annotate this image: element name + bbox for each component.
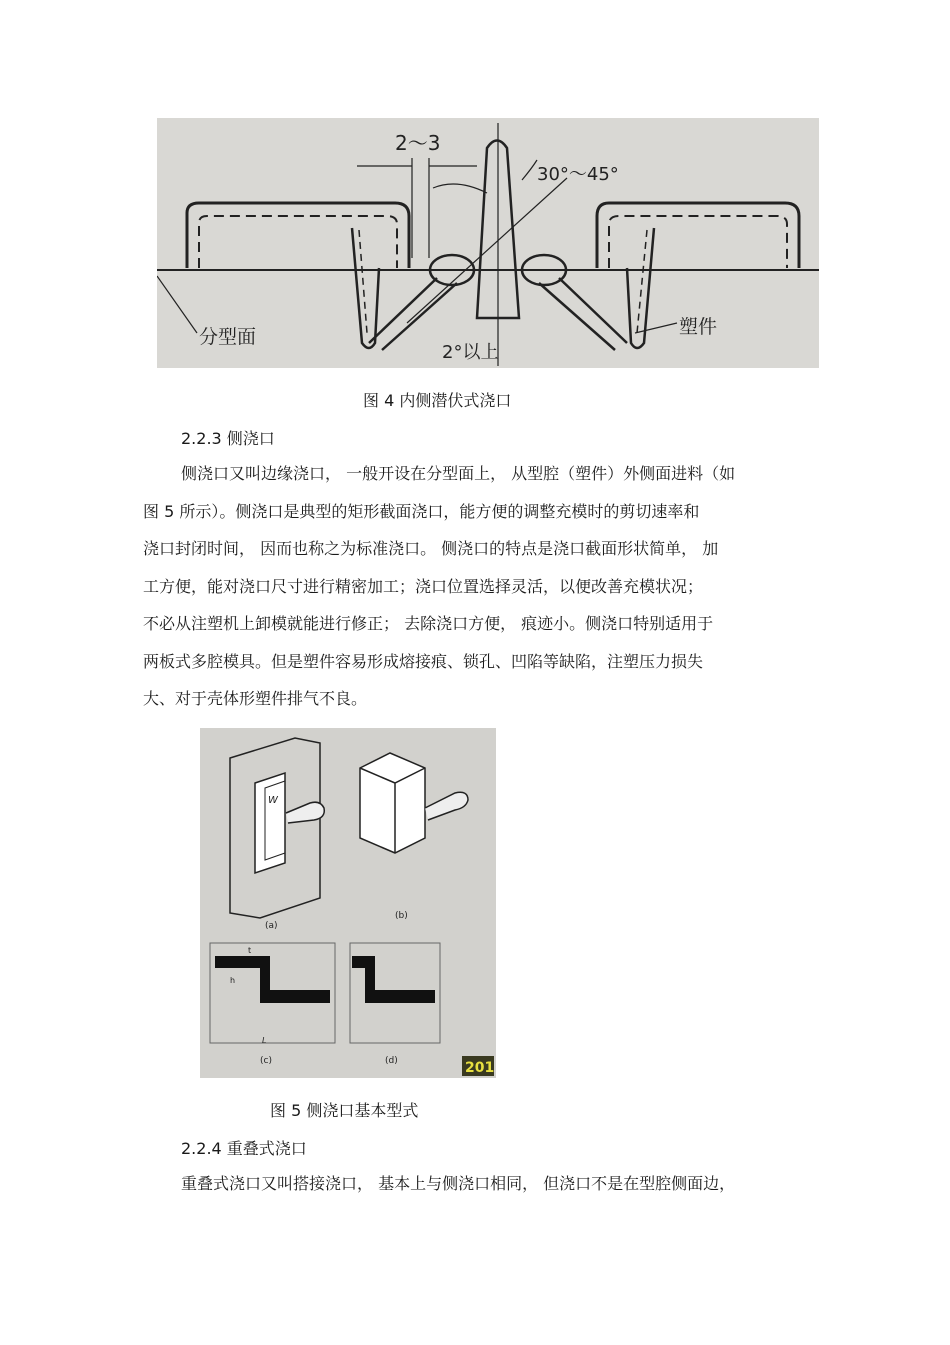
fig5-l-label: L	[262, 1036, 267, 1045]
paragraph-line: 两板式多腔模具。但是塑件容易形成熔接痕、锁孔、凹陷等缺陷，注塑压力损失	[143, 651, 704, 671]
figure-5-caption: 图 5 侧浇口基本型式	[270, 1101, 419, 1120]
fig5-w-label: W	[268, 795, 278, 806]
paragraph-line: 不必从注塑机上卸模就能进行修正； 去除浇口方便， 痕迹小。侧浇口特别适用于	[143, 614, 714, 633]
section-2-2-3-paragraph	[143, 455, 808, 718]
fig4-dimension-label: 2～3	[395, 131, 441, 155]
paragraph-line: 浇口封闭时间， 因而也称之为标准浇口。 侧浇口的特点是浇口截面形状简单， 加	[143, 539, 719, 558]
paragraph-line: 图 5 所示）。侧浇口是典型的矩形截面浇口，能方便的调整充模时的剪切速率和	[143, 501, 700, 521]
fig5-a-label: (a)	[265, 921, 278, 931]
paragraph-line: 侧浇口又叫边缘浇口， 一般开设在分型面上， 从型腔（塑件）外侧面进料（如	[181, 464, 736, 483]
figure-5-drawing	[200, 728, 496, 1078]
paragraph-line: 工方便，能对浇口尺寸进行精密加工；浇口位置选择灵活，以便改善充模状况；	[143, 576, 704, 596]
section-2-2-3-heading: 2.2.3 侧浇口	[181, 429, 275, 448]
fig4-part-label: 塑件	[679, 316, 718, 338]
fig4-angle-bottom-label: 2°以上	[442, 342, 499, 363]
figure-4-caption: 图 4 内侧潜伏式浇口	[363, 391, 512, 410]
figure-5-image	[200, 728, 496, 1078]
section-2-2-4-heading: 2.2.4 重叠式浇口	[181, 1139, 307, 1158]
paragraph-line: 重叠式浇口又叫搭接浇口， 基本上与侧浇口相同， 但浇口不是在型腔侧面边，	[181, 1174, 736, 1193]
fig5-h-label: h	[230, 976, 236, 985]
figure-4-image	[157, 118, 819, 368]
fig4-parting-surface-label: 分型面	[199, 326, 257, 348]
paragraph-line: 大、对于壳体形塑件排气不良。	[143, 689, 368, 708]
section-2-2-4-paragraph	[143, 1165, 808, 1203]
fig5-t-label: t	[248, 946, 252, 955]
fig5-d-label: (d)	[385, 1056, 398, 1066]
fig5-c-label: (c)	[260, 1056, 272, 1066]
fig5-b-label: (b)	[395, 911, 408, 921]
fig5-page-stamp: 201	[465, 1060, 495, 1076]
fig4-angle-top-label: 30°～45°	[537, 164, 619, 185]
figure-4-drawing	[157, 118, 819, 368]
